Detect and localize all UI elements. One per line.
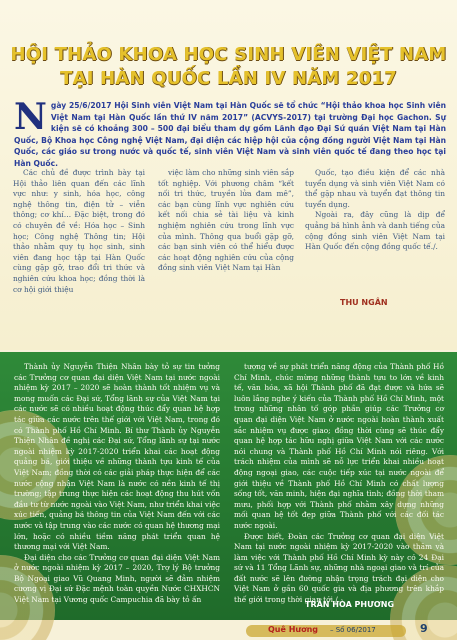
- author-byline: TRẦN HÒA PHƯƠNG: [305, 600, 395, 609]
- page-number: 9: [420, 622, 428, 635]
- headline-line-1: HỘI THẢO KHOA HỌC SINH VIÊN VIỆT NAM: [10, 44, 447, 65]
- page-footer: [0, 620, 457, 640]
- article-column-1: [13, 168, 145, 295]
- lead-text: gày 25/6/2017 Hội Sinh viên Việt Nam tại Hàn Quốc sẽ tổ chức “Hội thảo khoa học Sinh viên Việt Nam tại Hàn Quốc lần thứ IV năm 2017” (ACVYS-2017) tại trường Đại học Gachon. Sự kiện sẽ có khoảng 300 – 500 đại biểu tham dự gồm Lãnh đạo Đại Sứ quán Việt Nam tại Hàn Quốc, Bộ Khoa học Công nghệ Việt Nam, đại diện các hiệp hội của cộng đồng người Việt Nam tại Hàn Quốc, các giáo sư trong nước và quốc tế, sinh viên Việt Nam và sinh viên quốc tế đang theo học tại Hàn Quốc.: [14, 101, 446, 168]
- issue-label: – Số 06/2017: [330, 626, 376, 634]
- author-byline: THU NGÂN: [340, 298, 388, 307]
- green-column-left: [14, 362, 220, 606]
- headline-line-2: TẠI HÀN QUỐC LẦN IV NĂM 2017: [60, 68, 397, 89]
- paragraph: tượng về sự phát triển năng động của Thành phố Hồ Chí Minh, chúc mừng những thành tựu to lớn về kinh tế, văn hóa, xã hội Thành phố đã đạt được và hứa sẽ luôn lắng nghe ý kiến của Thành phố Hồ Chí Minh, một trong những nhân tố góp phần giúp các Trưởng cơ quan đại diện Việt Nam ở nước ngoài hoàn thành xuất sắc nhiệm vụ được giao; đồng thời cùng sẽ thúc đẩy quan hệ hợp tác hữu nghị giữa Việt Nam với các nước nói chung và Thành phố Hồ Chí Minh nói riêng. Với trách nhiệm của mình sẽ nỗ lực triển khai nhiều hoạt động ngoại giao, các cuộc tiếp xúc tại nước ngoài để giới thiệu về Thành phố Hồ Chí Minh có chất lượng sống tốt, văn minh, hiện đại nghĩa tình; đồng thời tham mưu, phối hợp với Thành phố nhằm xây dựng những mối quan hệ tốt đẹp giữa Thành phố với các đối tác nước ngoài.: [234, 362, 444, 530]
- magazine-logo: Quê Hương: [268, 625, 319, 634]
- article-column-2: [158, 168, 294, 274]
- paragraph: Thành ủy Nguyễn Thiện Nhân bày tỏ sự tin tưởng các Trưởng cơ quan đại diện Việt Nam tại nước ngoài nhiệm kỳ 2017 – 2020 sẽ hoàn thành tốt nhiệm vụ và mong muốn các Đại sứ, Tổng lãnh sự của Việt Nam tại các nước sẽ có nhiều hoạt động thúc đẩy quan hệ hợp tác giữa các nước trên thế giới với Việt Nam, trong đó có Thành phố Hồ Chí Minh. Bí thư Thành ủy Nguyễn Thiện Nhân đề nghị các Đại sứ, Tổng lãnh sự tại nước ngoài nhiệm kỳ 2017-2020 triển khai các hoạt động quảng bá, giới thiệu về những thành tựu kinh tế của Việt Nam; đồng thời có các giải pháp thực hiện để các nước cộng nhận Việt Nam là nước có nền kinh tế thị trường; tập trung thực hiện các hoạt động thu hút vốn đầu tư từ nước ngoài vào Việt Nam, như triển khai việc xúc tiến, quảng bá thông tin của Việt Nam đến với các nước và tập trung vào các nước có quan hệ thương mại lớn, hoặc có nhiều tiềm năng phát triển quan hệ thương mại với Việt Nam.: [14, 362, 220, 552]
- article-column-3: [305, 168, 445, 253]
- lead-paragraph: [14, 96, 446, 170]
- paragraph: Được biết, Đoàn các Trưởng cơ quan đại diện Việt Nam tại nước ngoài nhiệm kỳ 2017-2020 vào thăm và làm việc với Thành phố Hồ Chí Minh kỳ này có 24 Đại sứ và 11 Tổng Lãnh sự, những nhà ngoại giao và trí của đất nước sẽ lên đường nhận trọng trách đại diện cho Việt Nam ở gần 60 quốc gia và địa phương trên khắp thế giới trong thời gian tới./.: [234, 531, 444, 605]
- paragraph: Ngoài ra, đây cũng là dịp để quảng bá hình ảnh và danh tiếng của cộng đồng sinh viên Việt Nam tại Hàn Quốc đến cộng đồng quốc tế./.: [305, 210, 445, 252]
- green-column-right: [234, 362, 444, 606]
- paragraph: việc làm cho những sinh viên sắp tốt nghiệp. Với phương châm “kết nối tri thức, truyền lửa đam mê”, các bạn cùng lĩnh vực nghiên cứu kết nối chia sẻ tài liệu và kinh nghiệm nghiên cứu trong lĩnh vực của mình. Thông qua buổi gặp gỡ, các bạn sinh viên có thể hiểu được các hoạt động nghiên cứu của cộng đồng sinh viên Việt Nam tại Hàn: [158, 168, 294, 273]
- paragraph: Quốc, tạo điều kiện để các nhà tuyển dụng và sinh viên Việt Nam có thể gặp nhau và tuyển đạt thông tin tuyển dụng.: [305, 168, 445, 209]
- drop-cap: N: [14, 96, 47, 138]
- paragraph: Các chủ đề được trình bày tại Hội thảo liên quan đến các lĩnh vực như: y sinh, hóa học, công nghệ thông tin, điện tử – viễn thông; cơ khí… Đặc biệt, trong đó có chuyên đề về: Hóa học – Sinh học; Công nghệ Thông tin; Hội thảo nhằm quy tụ học sinh, sinh viên đang học tập tại Hàn Quốc cùng gặp gỡ, trao đổi tri thức và nghiên cứu khoa học; đồng thời là cơ hội giới thiệu: [13, 168, 145, 294]
- paragraph: Đại diện cho các Trưởng cơ quan đại diện Việt Nam ở nước ngoài nhiệm kỳ 2017 – 2020, Trợ lý Bộ trưởng Bộ Ngoại giao Vũ Quang Minh, người sẽ đảm nhiệm cương vị Đại sứ Đặc mệnh toàn quyền Nước CHXHCN Việt Nam tại Vương quốc Campuchia đã bày tỏ ấn: [14, 552, 220, 605]
